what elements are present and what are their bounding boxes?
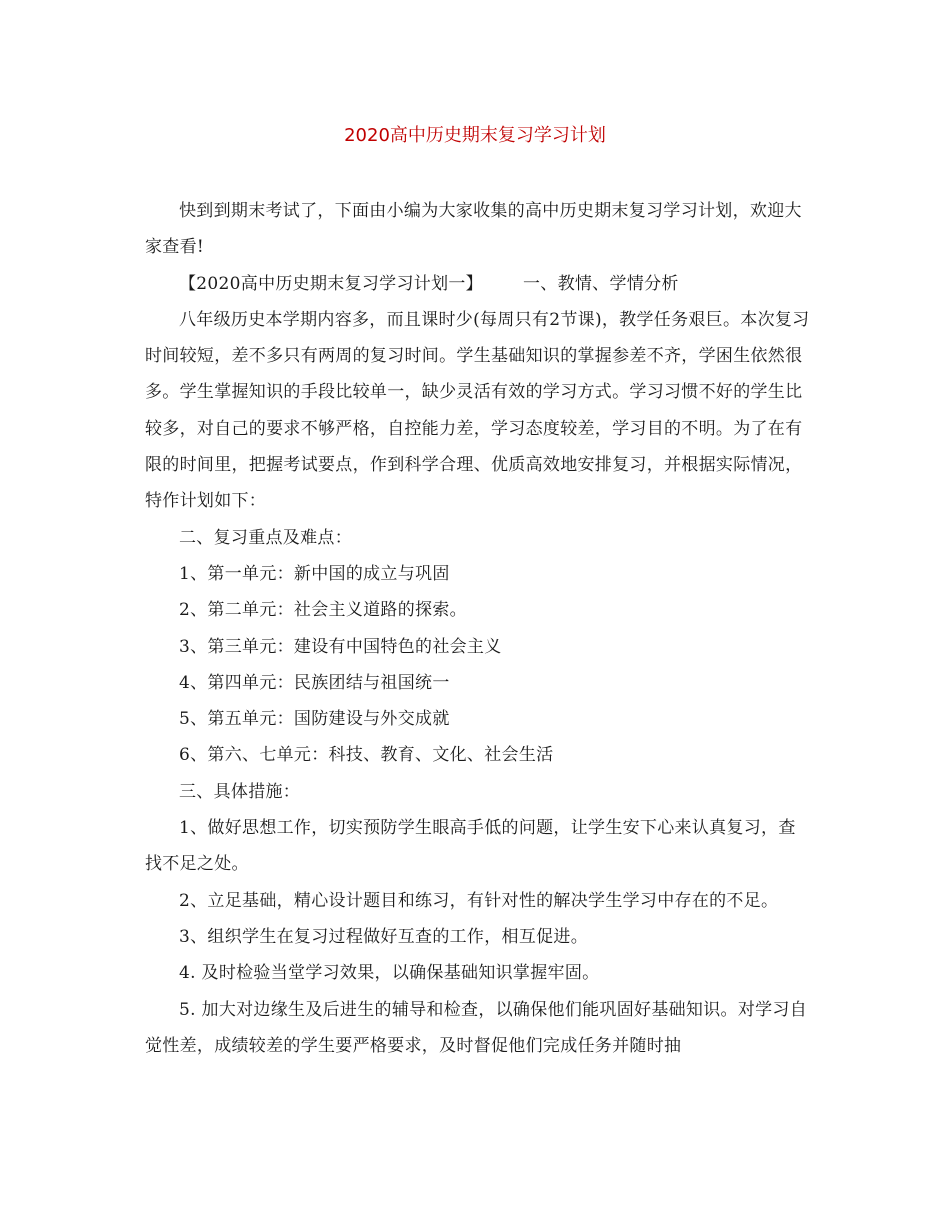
plan-heading-line: [145, 266, 811, 302]
analysis-paragraph: 八年级历史本学期内容多，而且课时少(每周只有2节课)，教学任务艰巨。本次复习时间较短，差不多只有两周的复习时间。学生基础知识的掌握参差不齐，学困生依然很多。学生掌握知识的手段比较单一，缺少灵活有效的学习方式。学习习惯不好的学生比较多，对自己的要求不够严格，自控能力差，学习态度较差，学习目的不明。为了在有限的时间里，把握考试要点，作到科学合理、优质高效地安排复习，并根据实际情况，特作计划如下：: [145, 309, 810, 512]
document-title: 2020高中历史期末复习学习计划: [344, 125, 606, 146]
list-item: 4、第四单元：民族团结与祖国统一: [179, 672, 450, 693]
measure-item: 4. 及时检验当堂学习效果，以确保基础知识掌握牢固。: [179, 963, 600, 984]
intro-paragraph: 快到到期末考试了，下面由小编为大家收集的高中历史期末复习学习计划，欢迎大家查看!: [145, 201, 802, 258]
section-three-heading: 三、具体措施：: [179, 781, 301, 802]
measure-item: 2、立足基础，精心设计题目和练习，有针对性的解决学生学习中存在的不足。: [179, 890, 779, 911]
list-item: 6、第六、七单元：科技、教育、文化、社会生活: [179, 745, 554, 766]
document-body: [145, 193, 811, 1064]
list-item: 2、第二单元：社会主义道路的探索。: [179, 600, 467, 621]
measure-item: 5. 加大对边缘生及后进生的辅导和检查，以确保他们能巩固好基础知识。对学习自觉性差，成绩较差的学生要严格要求，及时督促他们完成任务并随时抽: [145, 999, 808, 1056]
list-item: 5、第五单元：国防建设与外交成就: [179, 709, 450, 730]
measure-item: 3、组织学生在复习过程做好互查的工作，相互促进。: [179, 926, 589, 947]
measure-item: 1、做好思想工作，切实预防学生眼高手低的问题，让学生安下心来认真复习，查找不足之处。: [145, 818, 796, 875]
list-item: 3、第三单元：建设有中国特色的社会主义: [179, 636, 502, 657]
plan-heading: 【2020高中历史期末复习学习计划一】: [179, 273, 483, 294]
list-item: 1、第一单元：新中国的成立与巩固: [179, 563, 450, 584]
section-two-heading: 二、复习重点及难点：: [179, 527, 352, 548]
section-one-heading: 一、教情、学情分析: [522, 273, 679, 294]
